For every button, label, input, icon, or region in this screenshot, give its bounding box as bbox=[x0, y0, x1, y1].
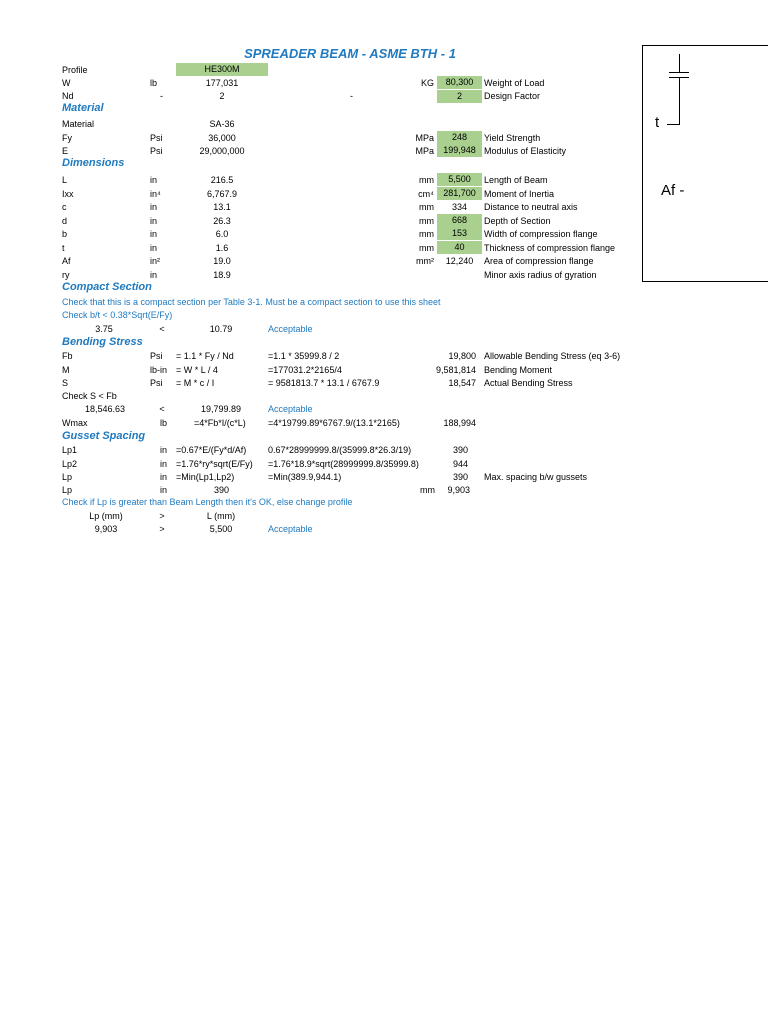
dim-label: ry bbox=[62, 269, 70, 280]
dim-unit: in bbox=[150, 175, 158, 185]
bending-label: M bbox=[62, 364, 70, 375]
wmax-calc: =4*19799.89*6767.9/(13.1*2165) bbox=[268, 418, 400, 428]
wmax-formula: =4*Fb*I/(c*L) bbox=[194, 418, 246, 428]
dim-value: 216.5 bbox=[210, 175, 234, 185]
dim-label: b bbox=[62, 229, 68, 239]
gusset-formula: =1.76*ry*sqrt(E/Fy) bbox=[176, 458, 253, 469]
compact-heading: Compact Section bbox=[62, 281, 152, 293]
w-mvalue[interactable]: 80,300 bbox=[437, 76, 482, 89]
dim-value: 6.0 bbox=[215, 229, 229, 239]
fy-value: 36,000 bbox=[208, 133, 236, 143]
gusset-value: 390 bbox=[452, 445, 468, 455]
gusset-result: Acceptable bbox=[268, 524, 313, 534]
gusset-lhs: 9,903 bbox=[94, 524, 118, 534]
compact-lhs: 3.75 bbox=[95, 324, 113, 334]
bending-unit: Psi bbox=[150, 351, 163, 361]
nd-unit: - bbox=[160, 91, 163, 101]
compact-rhs: 10.79 bbox=[209, 324, 233, 334]
dim-desc: Moment of Inertia bbox=[484, 188, 555, 199]
dim-desc: Length of Beam bbox=[484, 175, 548, 185]
bending-unit: lb-in bbox=[150, 364, 168, 375]
compact-result: Acceptable bbox=[268, 324, 313, 334]
compact-check: Check b/t < 0.38*Sqrt(E/Fy) bbox=[62, 310, 173, 320]
w-value: 177,031 bbox=[205, 78, 239, 88]
lp-mm-value-in: 390 bbox=[214, 485, 230, 495]
fy-label: Fy bbox=[62, 133, 72, 143]
gusset-label: Lp bbox=[62, 472, 73, 482]
dim-unit: in bbox=[150, 242, 158, 253]
dim-desc: Minor axis radius of gyration bbox=[484, 269, 597, 280]
dim-unit: in² bbox=[150, 256, 161, 266]
bending-check: Check S < Fb bbox=[62, 391, 117, 401]
diagram-af-label: Af - bbox=[661, 182, 685, 199]
dim-unit: in bbox=[150, 215, 158, 226]
dim-unit: in bbox=[150, 202, 158, 212]
profile-value[interactable]: HE300M bbox=[176, 63, 268, 76]
lp-mm-value: 9,903 bbox=[447, 485, 470, 495]
dim-label: c bbox=[62, 202, 67, 212]
bending-calc: =177031.2*2165/4 bbox=[268, 364, 342, 375]
dim-mvalue: 12,240 bbox=[445, 256, 474, 266]
lp-mm-unit: in bbox=[160, 485, 168, 495]
e-unit: Psi bbox=[150, 146, 163, 156]
fy-desc: Yield Strength bbox=[484, 133, 541, 143]
dim-label: t bbox=[62, 242, 65, 253]
lp-mm-label: Lp bbox=[62, 485, 73, 495]
wmax-value: 188,994 bbox=[443, 418, 476, 428]
gusset-label: Lp2 bbox=[62, 458, 78, 469]
dim-unit: in bbox=[150, 229, 158, 239]
e-value: 29,000,000 bbox=[199, 146, 245, 156]
gusset-note: Check if Lp is greater than Beam Length then it's OK, else change profile bbox=[62, 497, 353, 507]
w-munit: KG bbox=[420, 78, 434, 88]
e-label: E bbox=[62, 146, 69, 156]
dim-munit: mm bbox=[419, 175, 434, 185]
bending-unit: Psi bbox=[150, 378, 163, 388]
dim-desc: Distance to neutral axis bbox=[484, 202, 578, 212]
nd-value: 2 bbox=[219, 91, 225, 101]
gusset-op: > bbox=[159, 524, 165, 534]
bending-label: Fb bbox=[62, 351, 73, 361]
bending-calc: = 9581813.7 * 13.1 / 6767.9 bbox=[268, 378, 380, 388]
profile-label: Profile bbox=[62, 65, 88, 75]
bending-formula: = 1.1 * Fy / Nd bbox=[176, 351, 234, 361]
dim-mvalue[interactable]: 668 bbox=[437, 214, 482, 227]
dim-label: L bbox=[62, 175, 68, 185]
gusset-value: 944 bbox=[452, 458, 468, 469]
dim-desc: Width of compression flange bbox=[484, 229, 598, 239]
dim-mvalue[interactable]: 153 bbox=[437, 227, 482, 240]
fy-unit: Psi bbox=[150, 133, 163, 143]
bending-formula: = W * L / 4 bbox=[176, 364, 218, 375]
nd-desc: Design Factor bbox=[484, 91, 541, 101]
gusset-formula: =Min(Lp1,Lp2) bbox=[176, 472, 235, 482]
gusset-unit: in bbox=[160, 472, 168, 482]
gusset-calc: =Min(389.9,944.1) bbox=[268, 472, 342, 482]
dim-munit: mm bbox=[419, 242, 434, 253]
dim-desc: Depth of Section bbox=[484, 215, 551, 226]
bending-heading: Bending Stress bbox=[62, 336, 143, 348]
w-desc: Weight of Load bbox=[484, 78, 545, 88]
bending-value: 9,581,814 bbox=[435, 364, 476, 375]
w-unit: lb bbox=[150, 78, 158, 88]
page-title: SPREADER BEAM - ASME BTH - 1 bbox=[244, 46, 456, 61]
w-label: W bbox=[62, 78, 71, 88]
fy-munit: MPa bbox=[415, 133, 434, 143]
dim-label: d bbox=[62, 215, 68, 226]
bending-desc: Actual Bending Stress bbox=[484, 378, 573, 388]
bending-calc: =1.1 * 35999.8 / 2 bbox=[268, 351, 340, 361]
e-mvalue[interactable]: 199,948 bbox=[437, 144, 482, 157]
bending-value: 19,800 bbox=[448, 351, 476, 361]
gusset-desc: Max. spacing b/w gussets bbox=[484, 472, 588, 482]
nd-munit: - bbox=[350, 91, 353, 101]
dim-label: Af bbox=[62, 256, 71, 266]
bending-formula: = M * c / I bbox=[176, 378, 215, 388]
bending-value: 18,547 bbox=[448, 378, 476, 388]
dim-mvalue[interactable]: 5,500 bbox=[437, 173, 482, 186]
dim-value: 26.3 bbox=[213, 215, 231, 226]
dim-desc: Thickness of compression flange bbox=[484, 242, 616, 253]
dim-munit: mm bbox=[419, 229, 434, 239]
dim-munit: cm⁴ bbox=[418, 188, 434, 199]
dim-value: 6,767.9 bbox=[206, 188, 238, 199]
gusset-unit: in bbox=[160, 445, 168, 455]
dim-value: 19.0 bbox=[213, 256, 231, 266]
gusset-value: 390 bbox=[452, 472, 468, 482]
compact-note: Check that this is a compact section per Table 3-1. Must be a compact section to use this sheet bbox=[62, 297, 441, 307]
gusset-head-rhs: L (mm) bbox=[206, 511, 236, 521]
dim-desc: Area of compression flange bbox=[484, 256, 594, 266]
bending-rhs: 19,799.89 bbox=[200, 404, 242, 414]
dim-mvalue: 334 bbox=[451, 202, 468, 212]
e-munit: MPa bbox=[415, 146, 434, 156]
wmax-unit: lb bbox=[160, 418, 168, 428]
dim-mvalue[interactable]: 40 bbox=[437, 241, 482, 254]
dim-munit: mm² bbox=[416, 256, 434, 266]
bending-desc: Allowable Bending Stress (eq 3-6) bbox=[484, 351, 621, 361]
lp-mm-munit: mm bbox=[420, 485, 435, 495]
gusset-calc: =1.76*18.9*sqrt(28999999.8/35999.8) bbox=[268, 458, 419, 469]
nd-label: Nd bbox=[62, 91, 74, 101]
bending-result: Acceptable bbox=[268, 404, 313, 414]
bending-desc: Bending Moment bbox=[484, 364, 553, 375]
gusset-heading: Gusset Spacing bbox=[62, 430, 146, 442]
dim-value: 13.1 bbox=[213, 202, 231, 212]
gusset-rhs: 5,500 bbox=[209, 524, 233, 534]
dim-munit: mm bbox=[419, 202, 434, 212]
gusset-head-lhs: Lp (mm) bbox=[89, 511, 123, 521]
bending-label: S bbox=[62, 378, 69, 388]
material-label: Material bbox=[62, 119, 95, 129]
dim-value: 1.6 bbox=[215, 242, 229, 253]
bending-lhs: 18,546.63 bbox=[84, 404, 126, 414]
dim-unit: in bbox=[150, 269, 158, 280]
gusset-formula: =0.67*E/(Fy*d/Af) bbox=[176, 445, 247, 455]
dim-label: Ixx bbox=[62, 188, 74, 199]
dimensions-heading: Dimensions bbox=[62, 157, 125, 169]
bending-op: < bbox=[159, 404, 165, 414]
gusset-label: Lp1 bbox=[62, 445, 78, 455]
fy-mvalue[interactable]: 248 bbox=[437, 131, 482, 144]
dim-value: 18.9 bbox=[213, 269, 231, 280]
diagram-t-label: t bbox=[655, 114, 660, 131]
wmax-label: Wmax bbox=[62, 418, 88, 428]
material-value: SA-36 bbox=[209, 119, 235, 129]
gusset-calc: 0.67*28999999.8/(35999.8*26.3/19) bbox=[268, 445, 412, 455]
material-heading: Material bbox=[62, 102, 104, 114]
nd-mvalue[interactable]: 2 bbox=[437, 90, 482, 103]
gusset-unit: in bbox=[160, 458, 168, 469]
dim-unit: in⁴ bbox=[150, 188, 161, 199]
gusset-head-op: > bbox=[159, 511, 165, 521]
dim-munit: mm bbox=[419, 215, 434, 226]
compact-op: < bbox=[159, 324, 165, 334]
dim-mvalue[interactable]: 281,700 bbox=[437, 187, 482, 200]
e-desc: Modulus of Elasticity bbox=[484, 146, 567, 156]
beam-section-diagram bbox=[642, 45, 768, 282]
